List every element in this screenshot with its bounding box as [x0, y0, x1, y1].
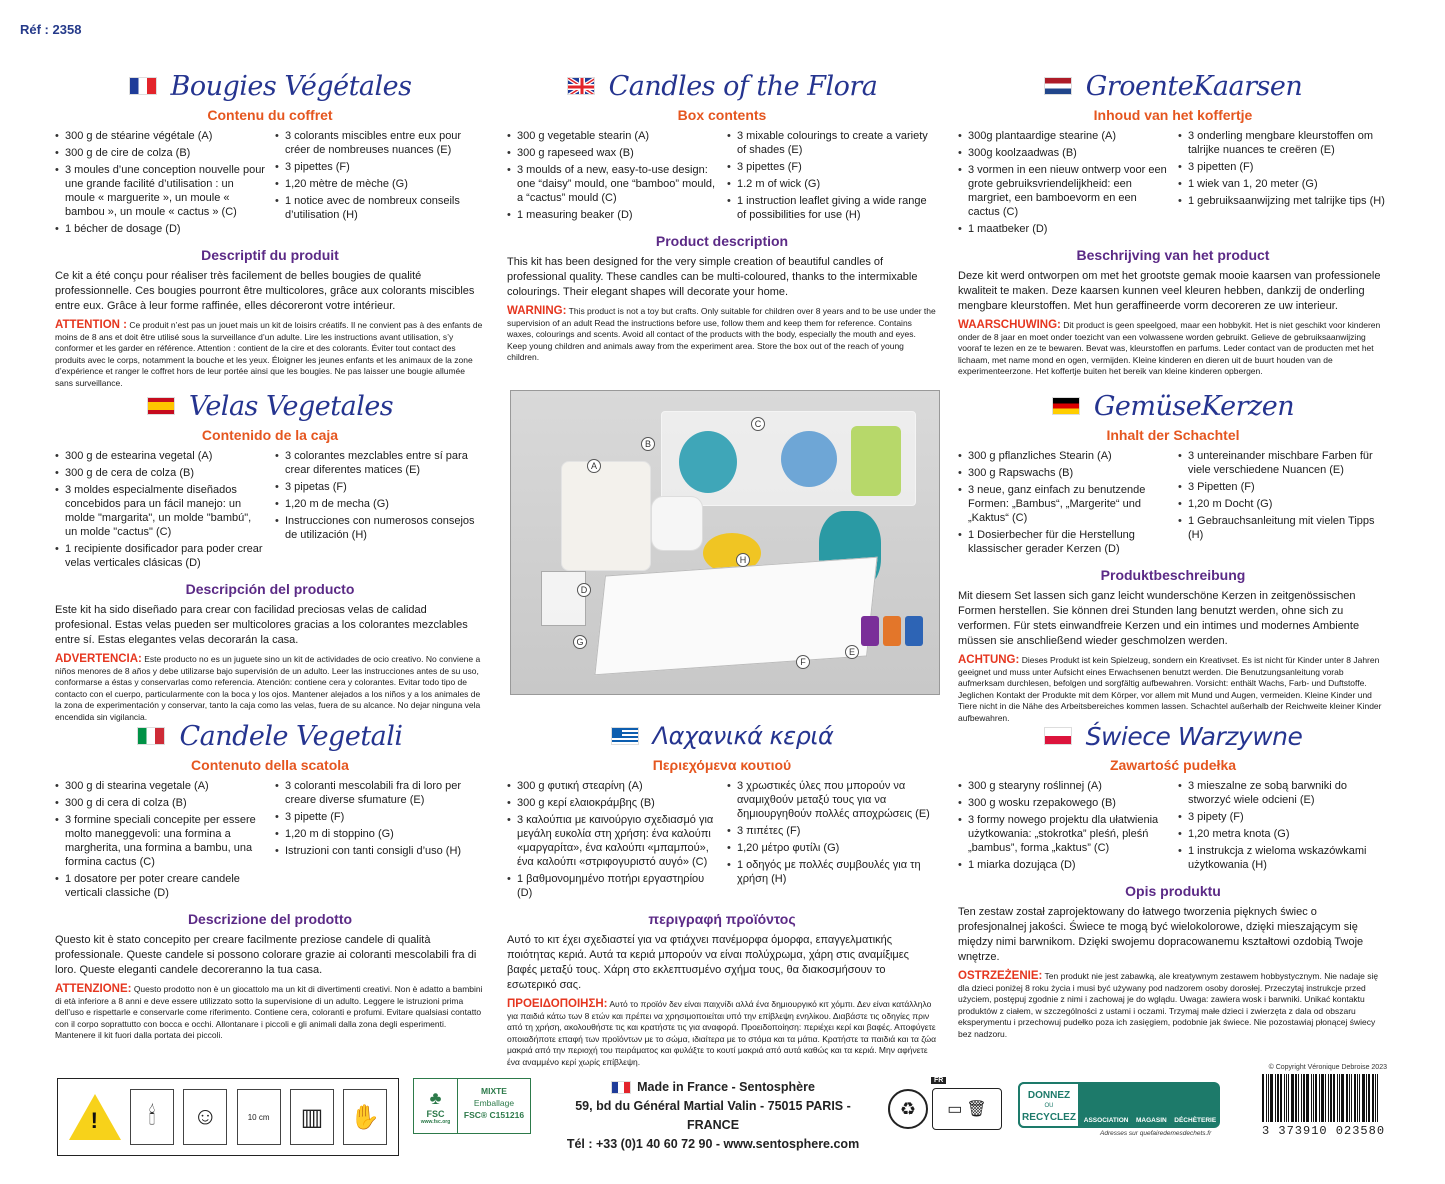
- list-item: • 1 maatbeker (D): [958, 222, 1168, 236]
- list-item: • 3 mieszalne ze sobą barwniki do stworzyć wiele odcieni (E): [1178, 779, 1388, 807]
- barcode-bar: [1354, 1074, 1356, 1122]
- contents-list-1: [55, 779, 265, 903]
- warning-text: [55, 654, 485, 723]
- description-title: Produktbeschreibung: [1100, 567, 1246, 583]
- barcode-bar: [1266, 1074, 1267, 1122]
- panel-el: [507, 718, 937, 1068]
- label-a: A: [587, 459, 601, 473]
- description-title: περιγραφή προϊόντος: [648, 911, 796, 927]
- warning-text: [958, 320, 1388, 378]
- label-c: C: [751, 417, 765, 431]
- greece-cross-icon: [612, 728, 622, 738]
- barcode-bar: [1298, 1074, 1299, 1122]
- barcode-bar: [1333, 1074, 1335, 1122]
- list-item: • 1 dosatore per poter creare candele verticali classiche (D): [55, 872, 265, 900]
- label-d: D: [577, 583, 591, 597]
- street-address: 59, bd du Général Martial Valin - 75015 PARIS - FRANCE: [575, 1099, 851, 1132]
- list-item: • 1,20 m de mecha (G): [275, 497, 485, 511]
- magasin-label: MAGASIN: [1136, 1117, 1167, 1124]
- contents-list-2: [727, 129, 937, 225]
- description-text: Deze kit werd ontworpen om met het grootste gemak mooie kaarsen van professionele kwaliteit te maken. Deze kaarsen kunnen veel kleuren hebben, dankzij de onderling mengbare kleurstoffen. Met hun geraffineerde vorm decoreren ze uw interieur.: [958, 270, 1381, 312]
- fr-badge: FR: [931, 1077, 946, 1084]
- list-item: • 300 g de cera de colza (B): [55, 466, 265, 480]
- recyclez-label: RECYCLEZ: [1022, 1112, 1076, 1123]
- description-text: Questo kit è stato concepito per creare facilmente preziose candele di qualità professionale. Queste candele si possono colorare grazie ai coloranti mescolabili fra di loro. Queste eleganti candele decoreranno la tua casa.: [55, 934, 477, 976]
- warning-body: Este producto no es un juguete sino un kit de actividades de ocio creativo. No conviene a niños menores de 8 años y debe utilizarse bajo supervisión de un adulto. Leer las instrucciones antes de su uso, conformarse a éstas y conservarlas como referencia. Atención: contiene cera y colorantes. Evitar todo tipo de contacto con el cuerpo, particularmente con la boca y los ojos. Mantener alejados a los niños y a los animales de la zona de experimentación y conservar, tanto la caja como las velas, fuera de su alcance. No dejar ninguna vela encendida sin vigilancia.: [55, 654, 481, 722]
- panel-title: Candele Vegetali: [179, 720, 403, 752]
- barcode-bar: [1315, 1074, 1317, 1122]
- barcode-bars: [1262, 1074, 1402, 1122]
- contents-title: Box contents: [677, 107, 767, 123]
- sorting-info: [932, 1077, 1002, 1130]
- list-item: • 3 colorants miscibles entre eux pour créer de nombreuses nuances (E): [275, 129, 485, 157]
- barcode-bar: [1328, 1074, 1329, 1122]
- contents-list-1: [958, 779, 1168, 875]
- list-item: • 300 g κερί ελαιοκράμβης (B): [507, 796, 717, 810]
- warning-label: ACHTUNG:: [958, 654, 1020, 666]
- barcode-bar: [1341, 1074, 1344, 1122]
- fsc-logo-text: FSC: [426, 1108, 445, 1119]
- fsc-mixte: MIXTE: [481, 1086, 507, 1096]
- list-item: • Istruzioni con tanti consigli d’uso (H): [275, 844, 485, 858]
- warning-text: [958, 655, 1388, 724]
- bamboo-candle: [851, 426, 901, 496]
- list-item: • 3 πιπέτες (F): [727, 824, 937, 838]
- list-item: • 3 pipettes (F): [727, 160, 937, 174]
- list-item: • 300 g rapeseed wax (B): [507, 146, 717, 160]
- list-item: • 3 onderling mengbare kleurstoffen om talrijke nuances te creëren (E): [1178, 129, 1388, 157]
- warning-label: OSTRZEŻENIE:: [958, 970, 1043, 982]
- barcode: [1262, 1074, 1402, 1142]
- warning-label: WARNING:: [507, 305, 567, 317]
- contents-title: Περιεχόμενα κουτιού: [652, 757, 792, 773]
- barcode-bar: [1262, 1074, 1264, 1122]
- list-item: • 3 pipetas (F): [275, 480, 485, 494]
- list-item: • 300 g vegetable stearin (A): [507, 129, 717, 143]
- panel-title: GemüseKerzen: [1093, 390, 1295, 422]
- barcode-bar: [1319, 1074, 1320, 1122]
- list-item: • 1 measuring beaker (D): [507, 208, 717, 222]
- greece-flag-icon: [611, 727, 639, 745]
- barcode-bar: [1351, 1074, 1352, 1122]
- contents-list-1: [958, 449, 1168, 559]
- barcode-bar: [1295, 1074, 1297, 1122]
- barcode-bar: [1311, 1074, 1312, 1122]
- barcode-bar: [1280, 1074, 1282, 1122]
- donate-recycle-badge: [1018, 1082, 1220, 1128]
- list-item: • Instrucciones con numerosos consejos de utilización (H): [275, 514, 485, 542]
- list-item: • 1,20 mètre de mèche (G): [275, 177, 485, 191]
- list-item: • 3 Pipetten (F): [1178, 480, 1388, 494]
- warning-body: Αυτό το προϊόν δεν είναι παιχνίδι αλλά ένα δημιουργικό κιτ χόμπι. Δεν είναι κατάλληλο για παιδιά κάτω των 8 ετών και πρέπει να χρησιμοποιείται υπό την επίβλεψη ενηλίκου. Διαβάστε τις οδηγίες πριν από τη χρήση, ακολουθήστε τις και κρατήστε τις για αναφορά. Προειδοποίηση: περιέχει κερί και βαφές. Αποφύγετε οποιαδήποτε επαφή των προϊόντων με το σώμα, ιδιαίτερα με το στόμα και τα μάτια. Κρατήστε τα παιδιά και τα ζώα μακριά από την περιοχή του πειράματος και φυλάξτε το κουτί μακριά από αυτά καθώς και τα κεριά. Μην αφήνετε ένα αναμμένο κερί χωρίς επίβλεψη.: [507, 999, 937, 1067]
- triman-icon: ♻: [888, 1089, 928, 1129]
- description-text: This kit has been designed for the very simple creation of beautiful candles of professional quality. These candles can be multi-coloured, thanks to the intermixable colourings. Their elegant shapes will decorate your home.: [507, 256, 918, 298]
- barcode-bar: [1306, 1074, 1309, 1122]
- label-g: G: [573, 635, 587, 649]
- barcode-number: 3 373910 023580: [1262, 1124, 1386, 1138]
- list-item: • 3 colorantes mezclables entre sí para crear diferentes matices (E): [275, 449, 485, 477]
- list-item: • 1,20 m Docht (G): [1178, 497, 1388, 511]
- list-item: • 3 pipette (F): [275, 810, 485, 824]
- barcode-bar: [1268, 1074, 1269, 1122]
- box-icon: ▭: [947, 1101, 963, 1118]
- description-title: Descrizione del prodotto: [187, 911, 353, 927]
- recycle-addresses: Adresses sur quefairedemesdechets.fr: [1100, 1130, 1212, 1137]
- description-text: Αυτό το κιτ έχει σχεδιαστεί για να φτιάχνει πανέμορφα όμορφα, επαγγελματικής ποιότητας κεριά. Αυτά τα κεριά μπορούν να είναι πολύχρωμα, χάρη στις αναμίξιμες βαφές μεταξύ τους. Χάρη στο εκλεπτυσμένο σχήμα τους, θα διακοσμήσουν το εσωτερικό σας.: [507, 934, 909, 991]
- fsc-emballage: Emballage: [473, 1098, 515, 1108]
- panel-title: Candles of the Flora: [608, 70, 878, 102]
- panel-title: Velas Vegetales: [188, 390, 394, 422]
- distance-icon: [237, 1089, 281, 1145]
- description-title: Descripción del producto: [185, 581, 355, 597]
- italy-flag-icon: [137, 727, 165, 745]
- contents-list-1: [507, 779, 717, 903]
- list-item: • 300g koolzaadwas (B): [958, 146, 1168, 160]
- barcode-bar: [1270, 1074, 1273, 1122]
- candle-safety-icon: 🕯: [130, 1089, 174, 1145]
- warning-label: WAARSCHUWING:: [958, 319, 1061, 331]
- contents-list-1: [55, 449, 265, 573]
- contents-title: Inhalt der Schachtel: [1106, 427, 1240, 443]
- warning-label: ΠΡΟΕΙΔΟΠΟΙΗΣΗ:: [507, 998, 608, 1010]
- barcode-bar: [1362, 1074, 1365, 1122]
- list-item: • 300 g di cera di colza (B): [55, 796, 265, 810]
- warning-text: [507, 999, 937, 1068]
- barcode-bar: [1366, 1074, 1367, 1122]
- warning-text: [507, 306, 937, 364]
- list-item: • 1 recipiente dosificador para poder crear velas verticales clásicas (D): [55, 542, 265, 570]
- list-item: • 1 instrukcja z wieloma wskazówkami użytkowania (H): [1178, 844, 1388, 872]
- list-item: • 1 miarka dozująca (D): [958, 858, 1168, 872]
- triman-logo: [888, 1078, 1006, 1140]
- barcode-bar: [1349, 1074, 1350, 1122]
- instruction-leaflet: [594, 557, 877, 676]
- list-item: • 1 instruction leaflet giving a wide range of possibilities for use (H): [727, 194, 937, 222]
- made-in-france: Made in France - Sentosphère: [637, 1080, 815, 1094]
- list-item: • 1.2 m of wick (G): [727, 177, 937, 191]
- fsc-label: [413, 1078, 531, 1134]
- list-item: • 300 g de estearina vegetal (A): [55, 449, 265, 463]
- barcode-bar: [1301, 1074, 1302, 1122]
- contents-list-1: [958, 129, 1168, 239]
- list-item: • 1 οδηγός με πολλές συμβουλές για τη χρήση (H): [727, 858, 937, 886]
- copyright: © Copyright Véronique Debroise 2023: [1268, 1064, 1387, 1071]
- dechetterie-label: DÉCHÈTERIE: [1174, 1117, 1217, 1124]
- barcode-bar: [1339, 1074, 1340, 1122]
- fsc-logo-icon: ♣ FSC www.fsc.org: [414, 1079, 458, 1133]
- list-item: • 3 mixable colourings to create a variety of shades (E): [727, 129, 937, 157]
- barcode-bar: [1337, 1074, 1338, 1122]
- list-item: • 1,20 μέτρο φυτίλι (G): [727, 841, 937, 855]
- panel-title: Świece Warzywne: [1085, 721, 1303, 751]
- barcode-bar: [1372, 1074, 1374, 1122]
- barcode-bar: [1313, 1074, 1314, 1122]
- netherlands-flag-icon: [1044, 77, 1072, 95]
- list-item: • 3 pipety (F): [1178, 810, 1388, 824]
- list-item: • 3 formine speciali concepite per essere molto maneggevoli: una formina a margherita, una formina a bambu, una formina cactus (C): [55, 813, 265, 869]
- warning-body: This product is not a toy but crafts. Only suitable for children over 8 years and to be use under the supervision of an adult Read the instructions before use, follow them and keep them for reference. Contains waxes, colourings and scents. Avoid all contact of the products with the body, especially the mouth and eyes. Keep young children and animals away from the experiment area. Store the box out of the reach of young children.: [507, 306, 936, 362]
- phone-website: Tél : +33 (0)1 40 60 72 90 - www.sentosphere.com: [566, 1137, 860, 1151]
- read-instructions-icon: ✋: [343, 1089, 387, 1145]
- description-title: Beschrijving van het product: [1076, 247, 1270, 263]
- colour-bottle: [905, 616, 923, 646]
- list-item: • 1 notice avec de nombreux conseils d’utilisation (H): [275, 194, 485, 222]
- bin-icon: 🗑: [966, 1101, 987, 1118]
- list-item: • 1,20 metra knota (G): [1178, 827, 1388, 841]
- company-address: [548, 1078, 878, 1154]
- list-item: • 3 pipettes (F): [275, 160, 485, 174]
- barcode-bar: [1321, 1074, 1324, 1122]
- barcode-bar: [1375, 1074, 1376, 1122]
- barcode-bar: [1359, 1074, 1360, 1122]
- warning-text: [55, 984, 485, 1042]
- list-item: • 300 g stearyny roślinnej (A): [958, 779, 1168, 793]
- contents-list-2: [1178, 449, 1388, 559]
- list-item: • 1 wiek van 1, 20 meter (G): [1178, 177, 1388, 191]
- ou-label: OU: [1044, 1103, 1054, 1109]
- warning-triangle-icon: !: [69, 1094, 121, 1140]
- label-f: F: [796, 655, 810, 669]
- panel-es: [55, 388, 485, 723]
- warning-body: Questo prodotto non è un giocattolo ma un kit di divertimenti creativi. Non è adatto a bambini di età inferiore a 8 anni e deve essere utilizzato sotto la supervisione di un adulto. Leggere le istruzioni prima dell’uso e rispettarle e conservarle come riferimento. Contiene cera, coloranti e profumi. Evitare qualsiasi contatto con il corpo soprattutto con bocca e occhi. Allontanare i piccoli e gli animali dalla zona degli esperimenti. Mantenere il kit fuori dalla portata dei piccoli.: [55, 984, 483, 1040]
- label-h: H: [736, 553, 750, 567]
- list-item: • 300 g de stéarine végétale (A): [55, 129, 265, 143]
- warning-text: [55, 320, 485, 389]
- distance-label: 10 cm: [247, 1112, 270, 1122]
- contents-title: Inhoud van het koffertje: [1093, 107, 1253, 123]
- panel-title: Λαχανικά κεριά: [652, 722, 834, 750]
- contents-list-2: [275, 129, 485, 239]
- list-item: • 300 g Rapswachs (B): [958, 466, 1168, 480]
- contents-list-2: [727, 779, 937, 903]
- daisy-candle: [781, 431, 837, 487]
- label-e: E: [845, 645, 859, 659]
- uk-flag-svg: [568, 78, 595, 95]
- barcode-bar: [1346, 1074, 1348, 1122]
- list-item: • 300 g wosku rzepakowego (B): [958, 796, 1168, 810]
- warning-body: Ten produkt nie jest zabawką, ale kreatywnym zestawem hobbystycznym. Nie nadaje się dla dzieci poniżej 8 roku życia i musi być używany pod nadzorem osoby dorosłej. Przeczytaj instrukcje przed użyciem, postępuj zgodnie z nimi i zachowaj je do wglądu. Uwaga: zawiera wosk i barwniki. Unikać kontaktu produktów z ciałem, w szczególności z ustami i oczami. Trzymaj małe dzieci i zwierzęta z dala od obszaru eksperymentu i przechowuj pudełko poza ich zasięgiem, podobnie jak świece. Nie pozostawiaj płonącej świecy bez nadzoru.: [958, 971, 1379, 1039]
- barcode-bar: [1377, 1074, 1378, 1122]
- warning-label: ATTENTION :: [55, 319, 127, 331]
- france-flag-icon: [129, 77, 157, 95]
- list-item: • 300 g pflanzliches Stearin (A): [958, 449, 1168, 463]
- description-text: Ce kit a été conçu pour réaliser très facilement de belles bougies de qualité professionnelle. Ces bougies pourront être multicolores, grâce aux colorants miscibles entre eux. Grâce à leur forme raffinée, elles décoreront votre intérieur.: [55, 270, 475, 312]
- panel-nl: [958, 68, 1388, 378]
- contents-list-2: [275, 779, 485, 903]
- contents-title: Contenido de la caja: [201, 427, 339, 443]
- description-text: Este kit ha sido diseñado para crear con facilidad preciosas velas de calidad profesional. Estas velas pueden ser multicolores gracias a los colorantes mezclables entre sí. Estas elegantes velas decorarán la casa.: [55, 604, 468, 646]
- list-item: • 3 neue, ganz einfach zu benutzende Formen: „Bambus“, „Margerite“ und „Kaktus“ (C): [958, 483, 1168, 525]
- list-item: • 300 g di stearina vegetale (A): [55, 779, 265, 793]
- list-item: • 3 untereinander mischbare Farben für viele verschiedene Nuancen (E): [1178, 449, 1388, 477]
- reference-number: Réf : 2358: [20, 22, 82, 37]
- poland-flag-icon: [1044, 727, 1072, 745]
- barcode-bar: [1275, 1074, 1276, 1122]
- association-label: ASSOCIATION: [1083, 1117, 1129, 1124]
- label-b: B: [641, 437, 655, 451]
- contents-title: Contenuto della scatola: [191, 757, 349, 773]
- list-item: • 1 Gebrauchsanleitung mit vielen Tipps (H): [1178, 514, 1388, 542]
- contents-title: Contenu du coffret: [207, 107, 333, 123]
- cactus-candle: [679, 431, 737, 493]
- warning-text: [958, 971, 1388, 1040]
- list-item: • 1 gebruiksaanwijzing met talrijke tips (H): [1178, 194, 1388, 208]
- contents-list-2: [1178, 129, 1388, 239]
- uk-flag-icon: [567, 77, 595, 95]
- list-item: • 3 καλούπια με καινούργιο σχεδιασμό για μεγάλη ευκολία στη χρήση: ένα καλούπι «μαργαρίτα», ένα καλούπι «μπαμπού», ένα καλούπι «στριφογυριστό αυγό» (C): [507, 813, 717, 869]
- colour-bottle: [861, 616, 879, 646]
- list-item: • 300 g φυτική στεαρίνη (A): [507, 779, 717, 793]
- description-text: Mit diesem Set lassen sich ganz leicht wunderschöne Kerzen in zeitgenössischen Formen herstellen. Sie können drei Stunden lang benutzt werden, ohne sich zu verformen. Für stets einwandfreie Kerzen und ein intimes und modernes Ambiente müssen sie anschließend wieder geschmolzen werden.: [958, 590, 1360, 647]
- measuring-beaker: [541, 571, 586, 626]
- product-photo: [510, 390, 940, 695]
- barcode-bar: [1325, 1074, 1326, 1122]
- barcode-bar: [1288, 1074, 1289, 1122]
- description-title: Product description: [655, 233, 789, 249]
- description-text: Ten zestaw został zaprojektowany do łatwego tworzenia pięknych świec o profesjonalnej jakości. Świece te mogą być wielokolorowe, dzięki mieszającym się między nimi barwnikom. Dzięki swojemu dopracowanemu kształtowi ozdobią Twoje wnętrze.: [958, 906, 1364, 963]
- barcode-bar: [1284, 1074, 1285, 1122]
- barcode-bar: [1330, 1074, 1332, 1122]
- panel-en: [507, 68, 937, 364]
- list-item: • 300g plantaardige stearine (A): [958, 129, 1168, 143]
- contents-list-2: [1178, 779, 1388, 875]
- list-item: • 3 formy nowego projektu dla ułatwienia użytkowania: „stokrotka” pleśń, pleśń „bambus”, forma „kaktus” (C): [958, 813, 1168, 855]
- panel-de: [958, 388, 1388, 724]
- contents-list-1: [55, 129, 265, 239]
- wax-jar: [651, 496, 703, 551]
- list-item: • 3 moulds of a new, easy-to-use design: one “daisy” mould, one “bamboo” mould, a “cactus” mould (C): [507, 163, 717, 205]
- list-item: • 3 vormen in een nieuw ontwerp voor een grote gebruiksvriendelijkheid: een margriet, een bamboevorm en een cactus (C): [958, 163, 1168, 219]
- panel-title: Bougies Végétales: [170, 70, 412, 102]
- panel-it: [55, 718, 485, 1042]
- spain-flag-icon: [147, 397, 175, 415]
- panel-fr: [55, 68, 485, 389]
- list-item: • 3 pipetten (F): [1178, 160, 1388, 174]
- contents-list-2: [275, 449, 485, 573]
- donnez-label: DONNEZ: [1027, 1090, 1071, 1101]
- barcode-bar: [1303, 1074, 1305, 1122]
- barcode-bar: [1277, 1074, 1279, 1122]
- warning-label: ATTENZIONE:: [55, 983, 132, 995]
- description-title: Descriptif du produit: [201, 247, 339, 263]
- warning-body: Ce produit n’est pas un jouet mais un kit de loisirs créatifs. Il ne convient pas à des enfants de moins de 8 ans et doit être utilisé sous la surveillance d’un adulte. Lire les instructions avant utilisation, s’y conformer et les garder en référence. Attention : contient de la cire et des colorants. Éviter tout contact des produits avec le corps, notamment la bouche et les yeux. Éloigner les jeunes enfants et les animaux de la zone d’expérience et ranger le coffret hors de leur portée ainsi que les bougies. Ne pas laisser une bougie allumée sans surveillance.: [55, 320, 483, 388]
- list-item: • 1 βαθμονομημένο ποτήρι εργαστηρίου (D): [507, 872, 717, 900]
- panel-title: GroenteKaarsen: [1085, 70, 1303, 102]
- colour-bottle: [883, 616, 901, 646]
- list-item: • 3 χρωστικές ύλες που μπορούν να αναμιχθούν μεταξύ τους για να δημιουργηθούν πολλές αποχρώσεις (E): [727, 779, 937, 821]
- no-draft-icon: ▥: [290, 1089, 334, 1145]
- list-item: • 300 g de cire de colza (B): [55, 146, 265, 160]
- contents-title: Zawartość pudełka: [1109, 757, 1237, 773]
- barcode-bar: [1368, 1074, 1370, 1122]
- list-item: • 1,20 m di stoppino (G): [275, 827, 485, 841]
- list-item: • 3 moldes especialmente diseñados concebidos para un fácil manejo: un molde "margarita", un molde "bambú", un molde "cactus" (C): [55, 483, 265, 539]
- child-supervision-icon: ☺: [183, 1089, 227, 1145]
- contents-list-1: [507, 129, 717, 225]
- list-item: • 1 bécher de dosage (D): [55, 222, 265, 236]
- list-item: • 3 coloranti mescolabili fra di loro per creare diverse sfumature (E): [275, 779, 485, 807]
- fsc-site: www.fsc.org: [420, 1118, 451, 1125]
- fsc-code: FSC® C151216: [463, 1110, 525, 1120]
- barcode-bar: [1357, 1074, 1358, 1122]
- germany-flag-icon: [1052, 397, 1080, 415]
- list-item: • 3 moules d’une conception nouvelle pour une grande facilité d’utilisation : un moule « marguerite », un moule « bambou », un moule « cactus » (C): [55, 163, 265, 219]
- barcode-bar: [1286, 1074, 1287, 1122]
- panel-pl: [958, 718, 1388, 1040]
- warning-body: Dit product is geen speelgoed, maar een hobbykit. Het is niet geschikt voor kinderen onder de 8 jaar en moet onder toezicht van een volwassene worden gebruikt. Gelieve de gebruiksaanwijzing vooraf te lezen en ze te bewaren. Bevat was, kleurstoffen en parfums. Leder contact van de producten met het lichaam, met name mond en ogen, vermijden. Kleine kinderen en dieren uit de buurt houden van de experimenteerzone. Het koffertje buiten het bereik van kleine kinderen opbergen.: [958, 320, 1381, 376]
- description-title: Opis produktu: [1125, 883, 1221, 899]
- barcode-bar: [1291, 1074, 1294, 1122]
- france-flag-icon: [611, 1081, 631, 1094]
- stearin-bag: [561, 461, 651, 571]
- safety-symbols: [57, 1078, 399, 1156]
- list-item: • 1 Dosierbecher für die Herstellung klassischer gerader Kerzen (D): [958, 528, 1168, 556]
- warning-label: ADVERTENCIA:: [55, 653, 142, 665]
- warning-body: Dieses Produkt ist kein Spielzeug, sondern ein Kreativset. Es ist nicht für Kinder unter 8 Jahren geeignet und muss unter Aufsicht eines Erwachsenen benutzt werden. Die Benutzungsanleitung vorab aufmerksam durchlesen, befolgen und sorgfältig aufbewahren. Vorsicht: enthält Wachs, Farb- und Duftstoffe. Jeglichen Kontakt der Produkte mit dem Körper, vor allem mit Mund und Augen, vermeiden. Kleine Kinder und Tiere nicht in die Nähe des Arbeitsbereiches kommen lassen. Schachtel außerhalb der Reichweite kleiner Kinder aufbewahren.: [958, 655, 1382, 723]
